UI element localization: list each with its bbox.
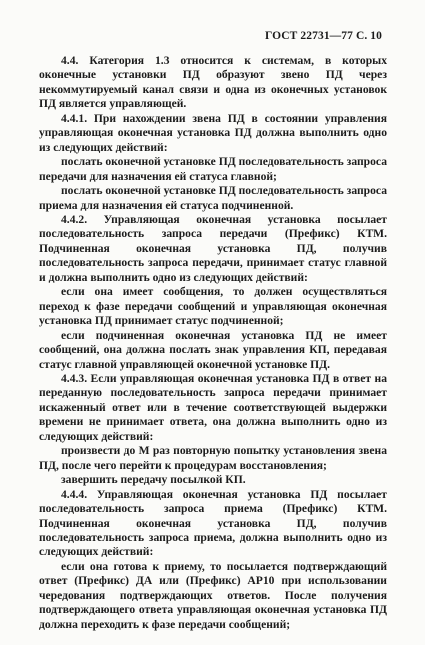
paragraph-retry: произвести до М раз повторную попытку установления звена ПД, после чего перейти к процедурам восстановления; (39, 444, 387, 472)
document-body (39, 54, 387, 632)
paragraph-4-4-1: 4.4.1. При нахождении звена ПД в состоянии управления управляющая оконечная установка ПД должна выполнить одно из следующих действий: (39, 111, 387, 154)
paragraph-ready-to-receive: если она готова к приему, то посылается подтверждающий ответ (Префикс) ДА или (Префикс) АР10 при использовании чередования подтверждающих ответов. После получения подтверждающего ответа управляющая оконечная установка ПД должна переходить к фазе передачи сообщений; (39, 559, 387, 631)
paragraph-4-4-2: 4.4.2. Управляющая оконечная установка посылает последовательность запроса передачи (Префикс) КТМ. Подчиненная оконечная установка ПД, получив последовательность запроса передачи, принимает статус главной и должна выполнить одно из следующих действий: (39, 212, 387, 284)
paragraph-has-messages: если она имеет сообщения, то должен осуществляться переход к фазе передачи сообщений и управляющая оконечная установка ПД принимает статус подчиненной; (39, 285, 387, 328)
paragraph-terminate: завершить передачу посылкой КП. (61, 473, 246, 487)
paragraph-4-4-3: 4.4.3. Если управляющая оконечная установка ПД в ответ на переданную последовательность запроса передачи принимает искаженный ответ или в течение соответствующей выдержки времени не принимает ответа, она должна выполнить одно из следующих действий: (39, 371, 387, 443)
paragraph-send-receive-request: послать оконечной установке ПД последовательность запроса приема для назначения ей статуса подчиненной. (39, 184, 387, 212)
paragraph-4-4-4: 4.4.4. Управляющая оконечная установка ПД посылает последовательность запроса приема (Префикс) КТМ. Подчиненная оконечная установка ПД, получив последовательность запроса приема, должна выполнить одно из следующих действий: (39, 487, 387, 559)
paragraph-4-4: 4.4. Категория 1.3 относится к системам, в которых оконечные установки ПД образуют звено ПД через некоммутируемый канал связи и одна из оконечных установок ПД является управляющей. (39, 54, 387, 111)
paragraph-no-messages: если подчиненная оконечная установка ПД не имеет сообщений, она должна послать знак управления КП, передавая статус главной управляющей оконечной установке ПД. (39, 328, 387, 371)
paragraph-send-transmit-request: послать оконечной установке ПД последовательность запроса передачи для назначения ей статуса главной; (39, 155, 387, 183)
page-header: ГОСТ 22731—77 С. 10 (264, 30, 382, 42)
